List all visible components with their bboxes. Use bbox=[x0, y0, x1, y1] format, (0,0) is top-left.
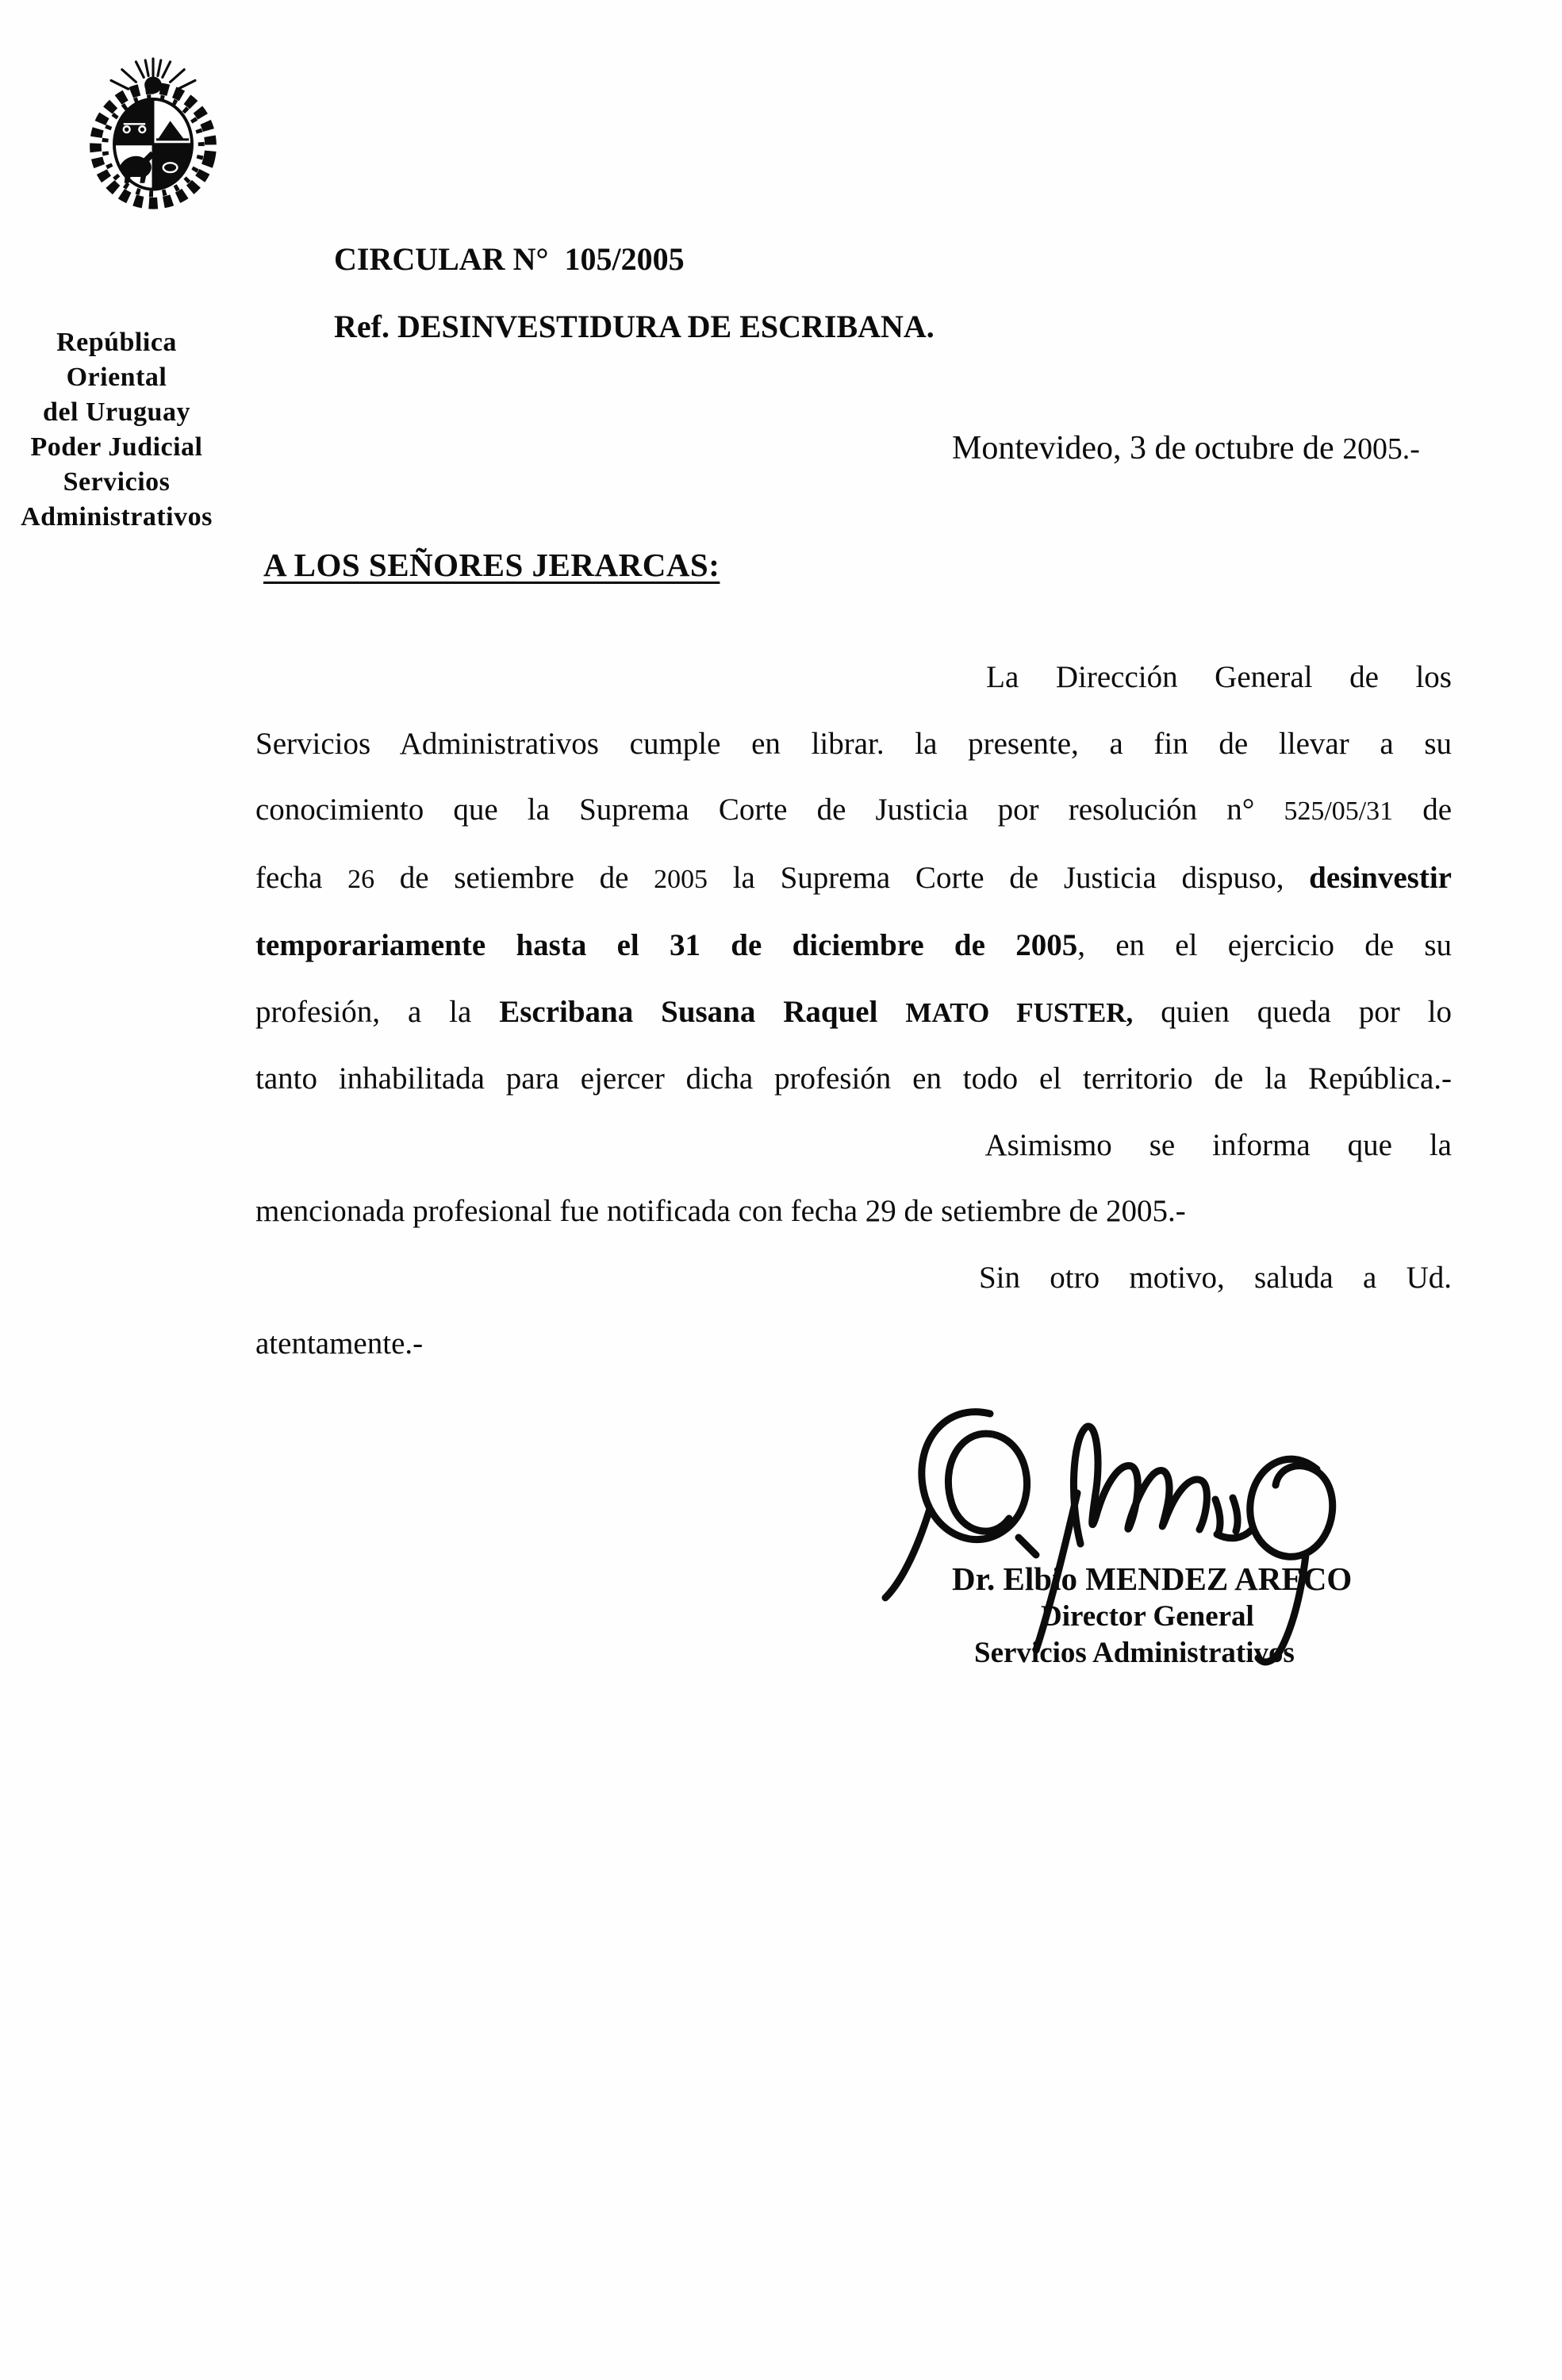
body-text: Asimismo se informa que la bbox=[984, 1127, 1452, 1162]
org-line: Poder Judicial bbox=[30, 432, 203, 462]
body-line bbox=[255, 912, 1452, 979]
resolution-number: 525/05/31 bbox=[1284, 797, 1394, 826]
org-line: del Uruguay bbox=[43, 397, 190, 427]
body-text-bold: temporariamente hasta el 31 de diciembre de 2005 bbox=[255, 928, 1078, 962]
salutation: A LOS SEÑORES JERARCAS: bbox=[263, 547, 720, 583]
body-text: fecha bbox=[255, 860, 348, 895]
body-text: de bbox=[1393, 793, 1453, 827]
body-text: atentamente.- bbox=[255, 1326, 424, 1361]
body-line bbox=[255, 1046, 1452, 1112]
dateline-year: 2005.- bbox=[1342, 432, 1420, 466]
body-text: tanto inhabilitada para ejercer dicha profesión en todo el territorio de la República.- bbox=[255, 1061, 1452, 1096]
signatory-title: Director General bbox=[1041, 1600, 1254, 1633]
letterhead-org-block bbox=[2, 325, 232, 535]
letter-body bbox=[255, 644, 1452, 1377]
signatory-office: Servicios Administrativos bbox=[974, 1637, 1295, 1669]
body-line bbox=[255, 1112, 1452, 1179]
body-line bbox=[255, 711, 1452, 777]
professional-name: MATO FUSTER, bbox=[905, 996, 1134, 1028]
body-line bbox=[255, 1311, 1452, 1377]
dateline bbox=[952, 429, 1420, 467]
body-text: la Suprema Corte de Justicia dispuso, bbox=[708, 860, 1310, 895]
body-text-bold: Escribana Susana Raquel bbox=[499, 994, 906, 1029]
body-line bbox=[255, 1178, 1452, 1245]
body-text: quien queda por lo bbox=[1133, 994, 1452, 1029]
body-text: de setiembre de bbox=[374, 860, 654, 895]
dateline-text: Montevideo, 3 de octubre de bbox=[952, 430, 1343, 466]
body-line bbox=[255, 777, 1452, 845]
org-line: República bbox=[56, 328, 177, 357]
body-text: , en el ejercicio de su bbox=[1077, 928, 1452, 962]
circular-number: CIRCULAR N° 105/2005 bbox=[334, 241, 685, 277]
body-line bbox=[255, 979, 1452, 1046]
signatory-name: Dr. Elbio MENDEZ ARECO bbox=[952, 1560, 1353, 1597]
coat-of-arms-uruguay-icon bbox=[75, 52, 231, 219]
reference-line: Ref. DESINVESTIDURA DE ESCRIBANA. bbox=[334, 309, 935, 344]
org-line: Oriental bbox=[66, 363, 167, 392]
signature-block bbox=[873, 1396, 1507, 1729]
body-text-bold: desinvestir bbox=[1309, 860, 1452, 895]
body-line bbox=[255, 845, 1452, 913]
body-text: Servicios Administrativos cumple en librar. la presente, a fin de llevar a su bbox=[255, 726, 1452, 761]
body-line bbox=[255, 644, 1452, 711]
body-text: 2005 bbox=[654, 864, 708, 894]
body-text: 26 bbox=[347, 864, 375, 894]
body-text: mencionada profesional fue notificada con fecha 29 de setiembre de 2005.- bbox=[255, 1194, 1186, 1228]
body-text: conocimiento que la Suprema Corte de Justicia por resolución n° bbox=[255, 793, 1284, 827]
org-line: Administrativos bbox=[21, 502, 213, 532]
body-text: profesión, a la bbox=[255, 994, 500, 1029]
org-line: Servicios bbox=[63, 467, 171, 497]
body-text: La Dirección General de los bbox=[986, 660, 1452, 694]
body-text: Sin otro motivo, saluda a Ud. bbox=[978, 1260, 1453, 1295]
body-line bbox=[255, 1245, 1452, 1311]
